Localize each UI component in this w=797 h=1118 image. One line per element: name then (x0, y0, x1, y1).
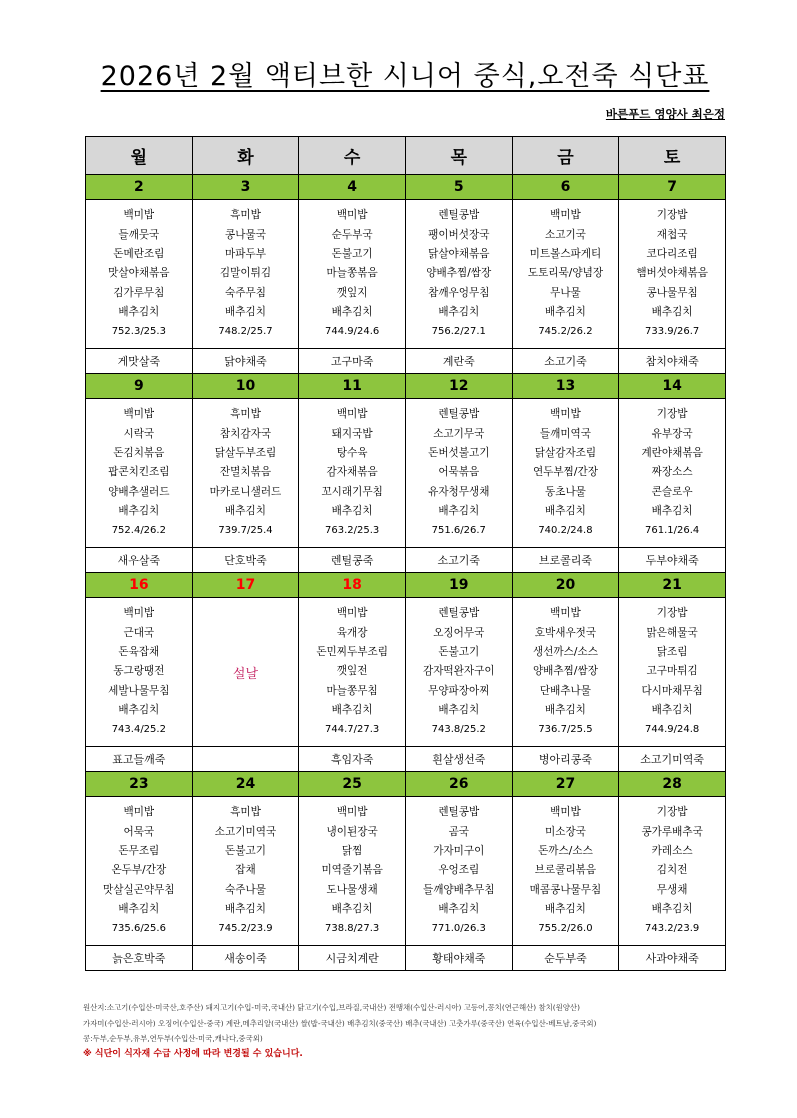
menu-item: 잡채 (235, 864, 256, 877)
menu-item: 육개장 (336, 626, 368, 639)
menu-item: 소고기미역국 (214, 825, 277, 838)
menu-item: 시락국 (123, 427, 155, 440)
date-cell: 24 (192, 772, 299, 797)
menu-item: 숙주무침 (225, 286, 266, 299)
menu-item: 돈불고기 (225, 845, 266, 858)
menu-cell (192, 200, 299, 349)
menu-row (86, 399, 726, 548)
porridge-cell: 계란죽 (405, 349, 512, 374)
porridge-cell: 시금치계란 (299, 946, 406, 971)
menu-item: 호박새우젓국 (534, 626, 597, 639)
menu-item: 닭살감자조림 (534, 447, 597, 460)
menu-item: 백미밥 (336, 408, 368, 421)
weekday-header: 수 (299, 137, 406, 175)
menu-item: 고구마튀김 (646, 665, 698, 678)
porridge-cell: 소고기죽 (512, 349, 619, 374)
menu-item: 돈까스/소스 (538, 845, 593, 858)
porridge-row (86, 548, 726, 573)
menu-item: 흑미밥 (230, 806, 261, 819)
menu-item: 단배추나물 (539, 684, 592, 697)
menu-item: 양배추찜/쌈장 (426, 267, 492, 280)
date-cell: 10 (192, 374, 299, 399)
porridge-cell: 단호박죽 (192, 548, 299, 573)
menu-item: 들깨미역국 (539, 427, 592, 440)
menu-item: 돈김치볶음 (113, 447, 165, 460)
menu-item: 배추김치 (331, 902, 373, 915)
menu-item: 콩나물무침 (646, 286, 698, 299)
porridge-cell: 두부야채죽 (619, 548, 726, 573)
origin-note: 가자미(수입산-러시아) 오징어(수입산-중국) 계란,메추리알(국내산) 쌀(밥-국내산) 배추김치(중국산) 배추(국내산) 고춧가루(중국산) 연육(수입산-베트남,중국외) (83, 1018, 597, 1028)
menu-item: 배추김치 (651, 504, 693, 517)
porridge-cell: 게맛살죽 (86, 349, 193, 374)
menu-item: 배추김치 (438, 305, 480, 318)
menu-cell (619, 399, 726, 548)
menu-item: 무나물 (550, 286, 581, 299)
date-cell: 4 (299, 175, 406, 200)
date-row (86, 374, 726, 399)
menu-item: 배추김치 (331, 703, 373, 716)
menu-item: 온두부/간장 (111, 864, 167, 877)
menu-cell (405, 200, 512, 349)
calorie-protein-value: 752.4/26.2 (111, 525, 166, 537)
menu-item: 백미밥 (550, 806, 581, 819)
menu-item: 도나물생채 (326, 883, 378, 896)
menu-row (86, 598, 726, 747)
porridge-cell: 순두부죽 (512, 946, 619, 971)
menu-item: 렌틸콩밥 (438, 209, 480, 222)
porridge-cell: 렌틸콩죽 (299, 548, 406, 573)
menu-cell (86, 200, 193, 349)
page-title: 2026년 2월 액티브한 시니어 중식,오전죽 식단표 (100, 61, 710, 92)
menu-item: 배추김치 (118, 902, 160, 915)
calorie-protein-value: 743.4/25.2 (111, 724, 166, 736)
menu-item: 배추김치 (118, 504, 160, 517)
menu-item: 맑은해물국 (646, 626, 698, 639)
porridge-cell: 사과야채죽 (619, 946, 726, 971)
menu-item: 마파두부 (225, 248, 266, 261)
menu-item: 계란야채볶음 (641, 447, 703, 460)
menu-item: 백미밥 (336, 607, 368, 620)
menu-item: 콩가루배추국 (641, 825, 703, 838)
menu-item: 배추김치 (438, 703, 480, 716)
menu-item: 돈불고기 (438, 646, 480, 659)
menu-item: 꼬시래기무침 (321, 485, 383, 498)
menu-item: 마늘쫑볶음 (326, 267, 378, 280)
menu-item: 어묵볶음 (438, 466, 480, 479)
menu-item: 탕수육 (336, 447, 368, 460)
menu-item: 배추김치 (225, 305, 266, 318)
menu-item: 재첩국 (656, 228, 688, 241)
menu-item: 맛살야채볶음 (108, 267, 170, 280)
menu-item: 배추김치 (651, 703, 693, 716)
weekday-header: 월 (86, 137, 193, 175)
menu-item: 감자떡완자구이 (422, 665, 495, 678)
menu-item: 우엉조림 (438, 864, 480, 877)
menu-item: 양배추찜/쌈장 (532, 665, 598, 678)
calorie-protein-value: 744.9/24.8 (645, 724, 700, 736)
date-cell: 7 (619, 175, 726, 200)
porridge-row (86, 946, 726, 971)
menu-item: 기장밥 (656, 607, 688, 620)
author-credit: 바른푸드 영양사 최은정 (605, 107, 725, 121)
menu-item: 백미밥 (336, 209, 368, 222)
porridge-cell: 고구마죽 (299, 349, 406, 374)
menu-cell (512, 399, 619, 548)
weekday-header: 화 (192, 137, 299, 175)
menu-item: 김말이튀김 (219, 267, 272, 280)
menu-item: 닭조림 (656, 646, 688, 659)
menu-cell (619, 200, 726, 349)
menu-item: 배추김치 (544, 504, 586, 517)
menu-item: 흑미밥 (230, 209, 261, 222)
origin-note: 콩:두부,순두부,유부,연두부(수입산-미국,캐나다,중국외) (83, 1034, 263, 1044)
menu-item: 배추김치 (225, 504, 266, 517)
porridge-cell: 황태야채죽 (405, 946, 512, 971)
porridge-cell: 흰살생선죽 (405, 747, 512, 772)
menu-item: 도토리묵/양념장 (527, 267, 604, 280)
menu-cell (299, 797, 406, 946)
date-cell: 3 (192, 175, 299, 200)
date-cell: 18 (299, 573, 406, 598)
menu-item: 콩나물국 (225, 228, 266, 241)
porridge-cell: 참치야채죽 (619, 349, 726, 374)
menu-item: 맛살실곤약무침 (103, 883, 175, 896)
porridge-cell: 닭야채죽 (192, 349, 299, 374)
menu-item: 미역줄기볶음 (321, 864, 383, 877)
menu-item: 동초나물 (544, 485, 586, 498)
calorie-protein-value: 738.8/27.3 (325, 923, 380, 935)
weekday-header: 목 (405, 137, 512, 175)
menu-item: 햄버섯야채볶음 (636, 267, 708, 280)
calorie-protein-value: 733.9/26.7 (645, 326, 700, 338)
menu-item: 닭살두부조림 (214, 447, 277, 460)
calorie-protein-value: 761.1/26.4 (645, 525, 700, 537)
menu-item: 순두부국 (331, 228, 373, 241)
calorie-protein-value: 743.2/23.9 (645, 923, 700, 935)
menu-item: 닭살야채볶음 (428, 248, 490, 261)
porridge-cell: 병아리콩죽 (512, 747, 619, 772)
calorie-protein-value: 744.9/24.6 (325, 326, 380, 338)
menu-cell (192, 399, 299, 548)
menu-cell (192, 598, 299, 747)
menu-item: 렌틸콩밥 (438, 607, 480, 620)
menu-item: 잔멸치볶음 (219, 466, 272, 479)
menu-change-warning: ※ 식단이 식자재 수급 사정에 따라 변경될 수 있습니다. (83, 1048, 303, 1059)
menu-item: 배추김치 (544, 305, 586, 318)
menu-item: 들깨양배추무침 (422, 883, 495, 896)
date-cell: 11 (299, 374, 406, 399)
menu-cell (299, 399, 406, 548)
menu-item: 깻잎지 (336, 286, 368, 299)
menu-cell (405, 598, 512, 747)
weekday-header: 토 (619, 137, 726, 175)
menu-item: 백미밥 (336, 806, 368, 819)
menu-item: 닭찜 (341, 845, 363, 858)
porridge-cell: 늙은호박죽 (86, 946, 193, 971)
porridge-cell: 소고기미역죽 (619, 747, 726, 772)
date-cell: 23 (86, 772, 193, 797)
porridge-cell (192, 747, 299, 772)
menu-item: 유자청무생채 (428, 485, 490, 498)
menu-item: 백미밥 (550, 607, 581, 620)
calorie-protein-value: 771.0/26.3 (431, 923, 486, 935)
calorie-protein-value: 739.7/25.4 (218, 525, 273, 537)
menu-item: 백미밥 (123, 607, 155, 620)
menu-cell (86, 399, 193, 548)
calorie-protein-value: 736.7/25.5 (538, 724, 593, 736)
menu-item: 마카로니샐러드 (209, 485, 282, 498)
menu-item: 배추김치 (438, 902, 480, 915)
weekday-header: 금 (512, 137, 619, 175)
meal-table (85, 136, 726, 971)
menu-item: 유부장국 (651, 427, 693, 440)
holiday-label: 설날 (232, 666, 259, 682)
date-cell: 26 (405, 772, 512, 797)
date-cell: 19 (405, 573, 512, 598)
menu-item: 들깨뭇국 (118, 228, 160, 241)
menu-cell (512, 598, 619, 747)
menu-item: 어묵국 (123, 825, 155, 838)
menu-item: 매콤콩나물무침 (529, 883, 602, 896)
menu-item: 무생채 (656, 883, 688, 896)
calorie-protein-value: 744.7/27.3 (325, 724, 380, 736)
menu-item: 돈민찌두부조림 (316, 646, 388, 659)
menu-item: 돈메란조림 (113, 248, 165, 261)
menu-item: 기장밥 (656, 209, 688, 222)
menu-item: 무양파장아찌 (428, 684, 490, 697)
menu-item: 렌틸콩밥 (438, 806, 480, 819)
menu-item: 배추김치 (331, 504, 373, 517)
menu-cell (86, 797, 193, 946)
menu-item: 콘슬로우 (651, 485, 693, 498)
menu-item: 생선까스/소스 (532, 646, 598, 659)
menu-item: 김치전 (656, 864, 688, 877)
date-cell: 9 (86, 374, 193, 399)
porridge-cell: 소고기죽 (405, 548, 512, 573)
menu-cell (86, 598, 193, 747)
menu-item: 소고기무국 (433, 427, 485, 440)
porridge-cell: 표고들깨죽 (86, 747, 193, 772)
porridge-cell: 브로콜리죽 (512, 548, 619, 573)
menu-item: 김가루무침 (113, 286, 165, 299)
menu-item: 카레소스 (651, 845, 693, 858)
menu-item: 배추김치 (118, 305, 160, 318)
menu-item: 오징어무국 (433, 626, 485, 639)
date-row (86, 175, 726, 200)
porridge-cell: 흑임자죽 (299, 747, 406, 772)
date-row (86, 772, 726, 797)
menu-item: 배추김치 (118, 703, 160, 716)
porridge-row (86, 747, 726, 772)
menu-item: 배추김치 (225, 902, 266, 915)
menu-item: 소고기국 (544, 228, 586, 241)
menu-item: 돈불고기 (331, 248, 373, 261)
calorie-protein-value: 756.2/27.1 (431, 326, 486, 338)
weekday-header-row (86, 137, 726, 175)
menu-item: 기장밥 (656, 806, 688, 819)
notes-section (83, 1000, 733, 1062)
menu-item: 브로콜리볶음 (534, 864, 597, 877)
menu-item: 배추김치 (651, 902, 693, 915)
menu-cell (512, 797, 619, 946)
menu-cell (405, 399, 512, 548)
date-cell: 25 (299, 772, 406, 797)
calorie-protein-value: 740.2/24.8 (538, 525, 593, 537)
menu-cell (512, 200, 619, 349)
menu-item: 배추김치 (544, 902, 586, 915)
date-cell: 27 (512, 772, 619, 797)
date-cell: 12 (405, 374, 512, 399)
menu-item: 돈육잡채 (118, 646, 160, 659)
date-cell: 14 (619, 374, 726, 399)
menu-item: 돈버섯불고기 (428, 447, 490, 460)
menu-row (86, 797, 726, 946)
menu-item: 미소장국 (544, 825, 586, 838)
date-cell: 5 (405, 175, 512, 200)
date-cell: 16 (86, 573, 193, 598)
menu-item: 마늘쫑무침 (326, 684, 378, 697)
menu-item: 양배추샐러드 (108, 485, 170, 498)
date-row (86, 573, 726, 598)
menu-item: 백미밥 (123, 408, 155, 421)
calorie-protein-value: 735.6/25.6 (111, 923, 166, 935)
calorie-protein-value: 748.2/25.7 (218, 326, 273, 338)
date-cell: 17 (192, 573, 299, 598)
menu-item: 흑미밥 (230, 408, 261, 421)
menu-item: 배추김치 (544, 703, 586, 716)
menu-item: 배추김치 (651, 305, 693, 318)
menu-cell (299, 200, 406, 349)
menu-item: 근대국 (123, 626, 155, 639)
menu-row (86, 200, 726, 349)
porridge-cell: 새우살죽 (86, 548, 193, 573)
menu-item: 백미밥 (550, 209, 581, 222)
menu-item: 다시마채무침 (641, 684, 703, 697)
menu-item: 미트볼스파게티 (529, 248, 602, 261)
origin-note: 원산지:소고기(수입산-미국산,호주산) 돼지고기(수입-미국,국내산) 닭고기(수입,브라질,국내산) 전땡채(수입산-러시아) 고등어,꽁치(연근해산) 참치(원양산) (83, 1003, 580, 1012)
menu-item: 곰국 (448, 825, 470, 838)
menu-cell (299, 598, 406, 747)
menu-item: 배추김치 (438, 504, 480, 517)
date-cell: 21 (619, 573, 726, 598)
menu-item: 세발나물무침 (108, 684, 170, 697)
menu-item: 짜장소스 (651, 466, 693, 479)
calorie-protein-value: 752.3/25.3 (111, 326, 166, 338)
menu-item: 돈무조림 (118, 845, 160, 858)
menu-item: 코다리조림 (646, 248, 698, 261)
menu-item: 배추김치 (331, 305, 373, 318)
menu-cell (405, 797, 512, 946)
menu-cell (619, 797, 726, 946)
date-cell: 28 (619, 772, 726, 797)
menu-item: 돼지국밥 (331, 427, 373, 440)
menu-cell (192, 797, 299, 946)
calorie-protein-value: 763.2/25.3 (325, 525, 380, 537)
menu-item: 렌틸콩밥 (438, 408, 480, 421)
menu-item: 가자미구이 (433, 845, 485, 858)
menu-item: 동그랑땡전 (113, 665, 165, 678)
menu-item: 백미밥 (123, 806, 155, 819)
menu-item: 팽이버섯장국 (428, 228, 490, 241)
date-cell: 20 (512, 573, 619, 598)
calorie-protein-value: 755.2/26.0 (538, 923, 593, 935)
porridge-row (86, 349, 726, 374)
menu-item: 기장밥 (656, 408, 688, 421)
calorie-protein-value: 743.8/25.2 (431, 724, 486, 736)
menu-item: 팝콘치킨조림 (108, 466, 170, 479)
menu-item: 깻잎전 (336, 665, 368, 678)
porridge-cell: 새송이죽 (192, 946, 299, 971)
menu-cell (619, 598, 726, 747)
menu-item: 백미밥 (550, 408, 581, 421)
date-cell: 2 (86, 175, 193, 200)
menu-item: 냉이된장국 (326, 825, 378, 838)
menu-item: 연두부찜/간장 (532, 466, 598, 479)
date-cell: 6 (512, 175, 619, 200)
menu-item: 참치감자국 (219, 427, 272, 440)
menu-item: 백미밥 (123, 209, 155, 222)
menu-item: 숙주나물 (225, 883, 266, 896)
calorie-protein-value: 745.2/26.2 (538, 326, 593, 338)
calorie-protein-value: 745.2/23.9 (218, 923, 273, 935)
calorie-protein-value: 751.6/26.7 (431, 525, 486, 537)
menu-item: 참깨우엉무침 (428, 286, 490, 299)
date-cell: 13 (512, 374, 619, 399)
menu-item: 감자채볶음 (326, 466, 378, 479)
